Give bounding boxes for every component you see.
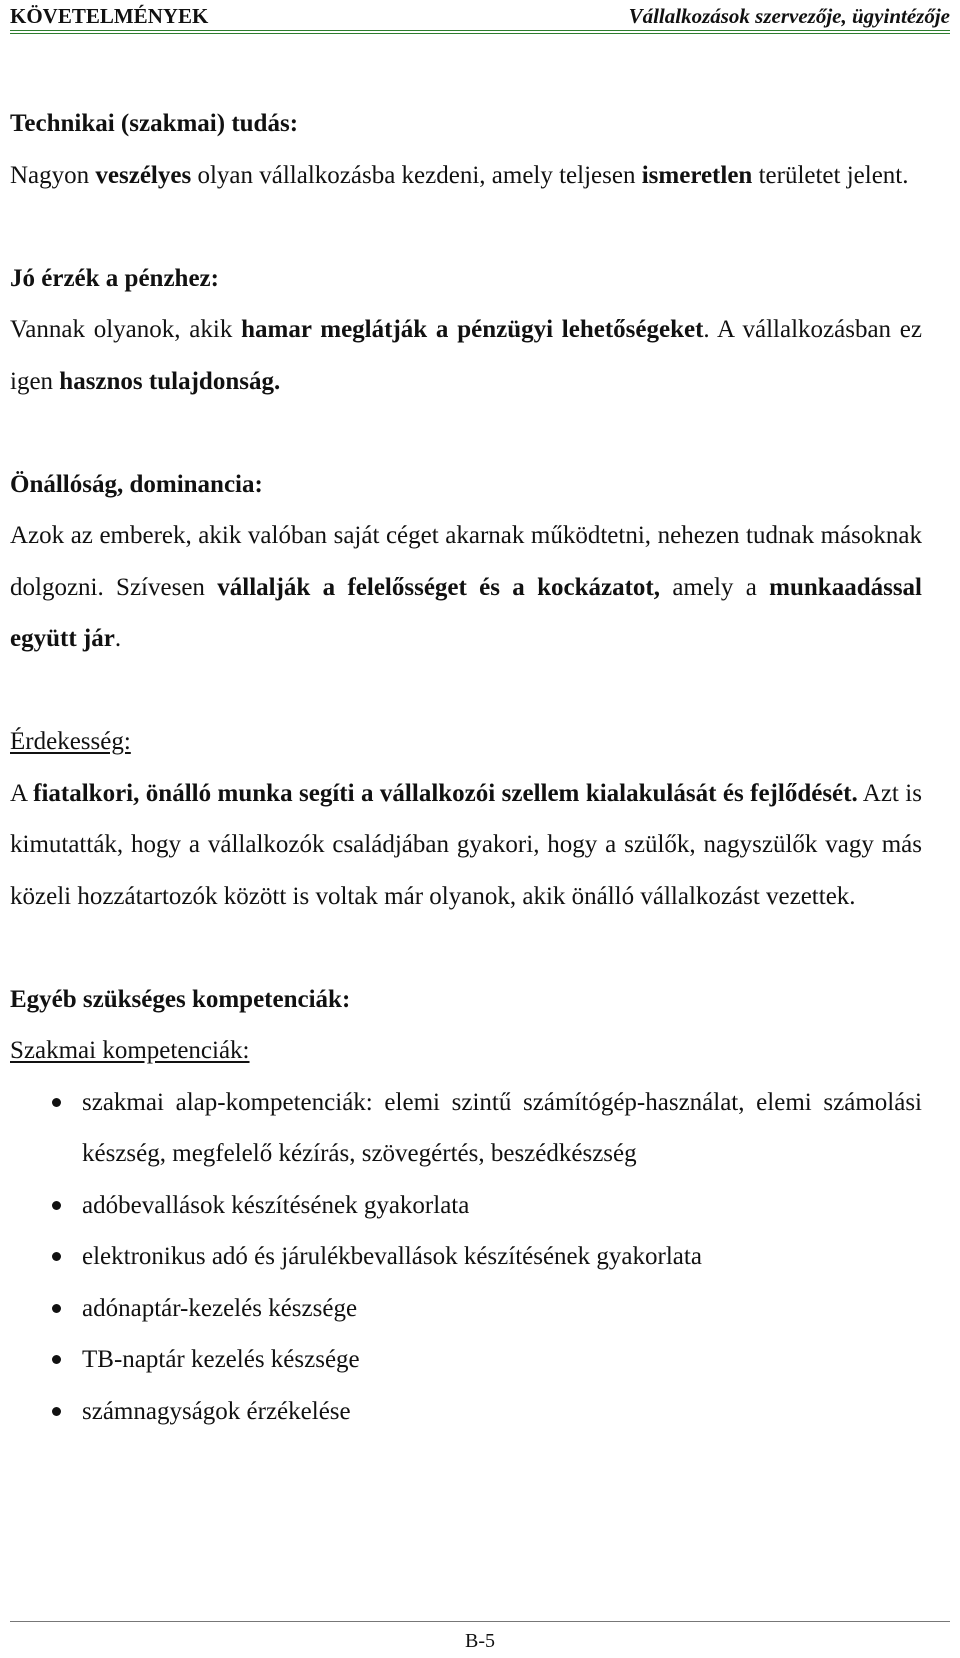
bullet-icon — [52, 1098, 61, 1107]
paragraph-interest: A fiatalkori, önálló munka segíti a vállalkozói szellem kialakulását és fejlődését. Azt is kimutatták, hogy a vállalkozók családjában gyakori, hogy a szülők, nagyszülők vagy más közeli hozzátartozók között is voltak már olyanok, akik önálló vállalkozást vezettek. — [10, 779, 922, 910]
bullet-icon — [52, 1252, 61, 1261]
section-title-interest: Érdekesség: — [10, 728, 131, 755]
header-doc-title: Vállalkozások szervezője, ügyintézője — [628, 4, 950, 28]
footer-divider — [10, 1621, 950, 1622]
list-item: elektronikus adó és járulékbevallások készítésének gyakorlata — [10, 1231, 922, 1283]
paragraph-money: Vannak olyanok, akik hamar meglátják a pénzügyi lehetőségeket. A vállalkozásban ez igen hasznos tulajdonság. — [10, 316, 922, 395]
subsection-title-professional: Szakmai kompetenciák: — [10, 1037, 250, 1064]
bullet-icon — [52, 1407, 61, 1416]
list-item: TB-naptár kezelés készsége — [10, 1334, 922, 1386]
page-header — [10, 4, 950, 34]
list-item: számnagyságok érzékelése — [10, 1386, 922, 1438]
list-item: adóbevallások készítésének gyakorlata — [10, 1180, 922, 1232]
page-number: B-5 — [465, 1630, 495, 1652]
section-title-money: Jó érzék a pénzhez: — [10, 264, 219, 292]
paragraph-independence: Azok az emberek, akik valóban saját céget akarnak működtetni, nehezen tudnak másoknak dolgozni. Szívesen vállalják a felelősséget és a kockázatot, amely a munkaadással együtt jár. — [10, 522, 923, 652]
section-title-other: Egyéb szükséges kompetenciák: — [10, 985, 351, 1013]
paragraph-technical: Nagyon veszélyes olyan vállalkozásba kezdeni, amely teljesen ismeretlen területet jelent. — [10, 161, 909, 189]
bullet-icon — [52, 1355, 61, 1364]
bullet-icon — [52, 1201, 61, 1210]
header-chapter: KÖVETELMÉNYEK — [10, 4, 209, 28]
section-title-independence: Önállóság, dominancia: — [10, 470, 263, 498]
bullet-icon — [52, 1304, 61, 1313]
section-title-technical: Technikai (szakmai) tudás: — [10, 110, 299, 137]
list-item: adónaptár-kezelés készsége — [10, 1283, 922, 1335]
page-content — [10, 98, 922, 1437]
competency-list — [10, 1077, 922, 1438]
list-item: szakmai alap-kompetenciák: elemi szintű számítógép-használat, elemi számolási készség, megfelelő kézírás, szövegértés, beszédkészség — [10, 1077, 922, 1180]
